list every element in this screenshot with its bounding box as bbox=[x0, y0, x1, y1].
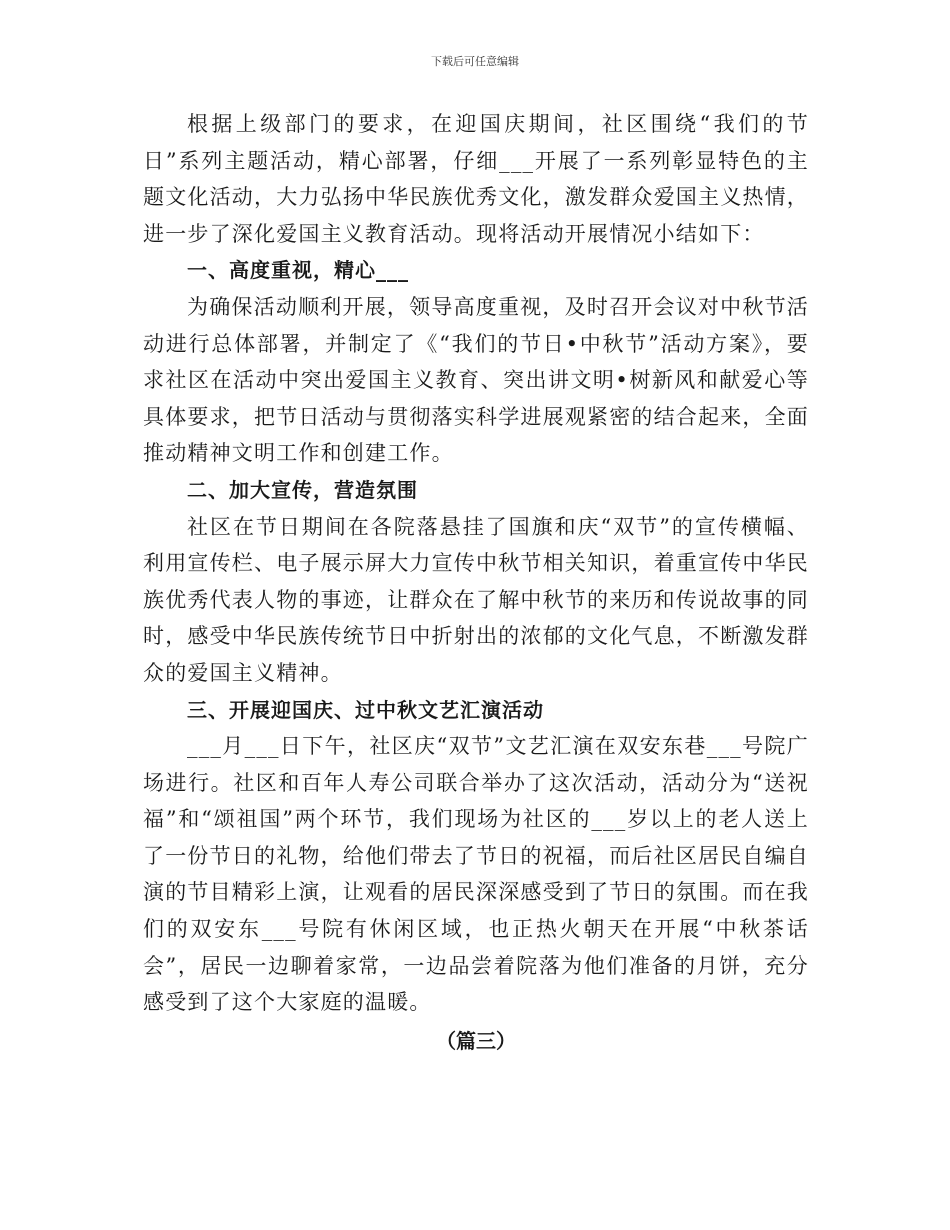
section-paragraph-2: 社区在节日期间在各院落悬挂了国旗和庆“双节”的宣传横幅、利用宣传栏、电子展示屏大力宣传中秋节相关知识，着重宣传中华民族优秀代表人物的事迹，让群众在了解中秋节的来历和传说故事的同时，感受中华民族传统节日中折射出的浓郁的文化气息，不断激发群众的爱国主义精神。 bbox=[143, 514, 809, 685]
section-heading-1: 一、高度重视，精心___ bbox=[187, 258, 409, 283]
page-header: 下载后可任意编辑 bbox=[431, 55, 519, 68]
intro-paragraph: 根据上级部门的要求，在迎国庆期间，社区围绕“我们的节日”系列主题活动，精心部署，仔细___开展了一系列彰显特色的主题文化活动，大力弘扬中华民族优秀文化，激发群众爱国主义热情，进一步了深化爱国主义教育活动。现将活动开展情况小结如下： bbox=[143, 112, 809, 246]
section-heading-2: 二、加大宣传，营造氛围 bbox=[187, 477, 418, 502]
section-paragraph-3: ___月___日下午，社区庆“双节”文艺汇演在双安东巷___号院广场进行。社区和百年人寿公司联合举办了这次活动，活动分为“送祝福”和“颂祖国”两个环节，我们现场为社区的___岁以上的老人送上了一份节日的礼物，给他们带去了节日的祝福，而后社区居民自编自演的节目精彩上演，让观看的居民深深感受到了节日的氛围。而在我们的双安东___号院有休闲区域，也正热火朝天在开展“中秋茶话会”，居民一边聊着家常，一边品尝着院落为他们准备的月饼，充分感受到了这个大家庭的温暖。 bbox=[143, 734, 809, 1015]
section-paragraph-1: 为确保活动顺利开展，领导高度重视，及时召开会议对中秋节活动进行总体部署，并制定了《“我们的节日•中秋节”活动方案》，要求社区在活动中突出爱国主义教育、突出讲文明•树新风和献爱心等具体要求，把节日活动与贯彻落实科学进展观紧密的结合起来，全面推动精神文明工作和创建工作。 bbox=[143, 294, 809, 466]
document-body bbox=[143, 106, 809, 1059]
part-title: （篇三） bbox=[436, 1028, 516, 1053]
section-heading-3: 三、开展迎国庆、过中秋文艺汇演活动 bbox=[187, 697, 544, 722]
